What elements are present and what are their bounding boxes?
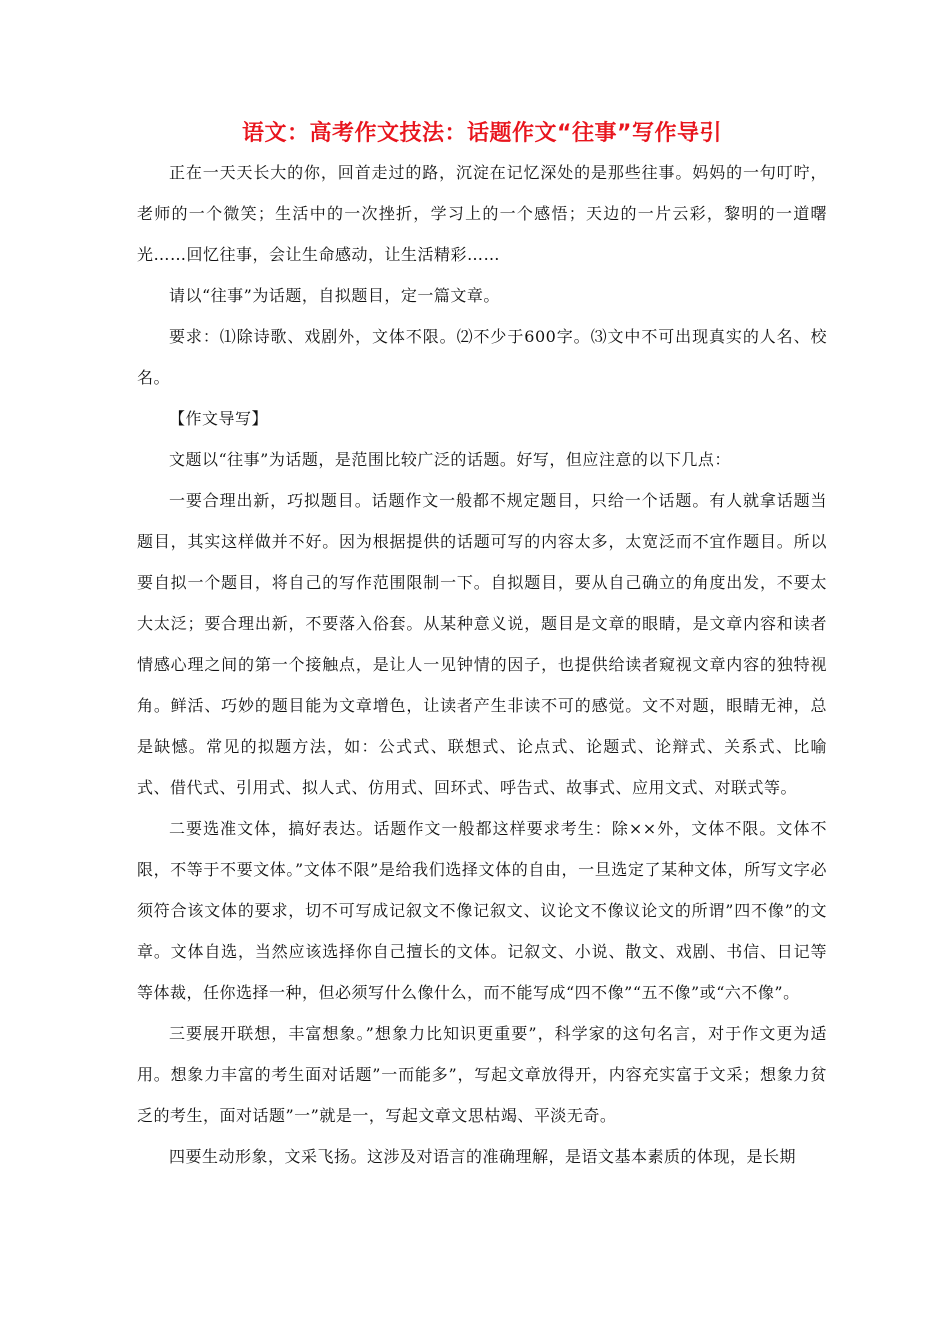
point-three-paragraph: 三要展开联想，丰富想象。”想象力比知识更重要”，科学家的这句名言，对于作文更为适用。想象力丰富的考生面对话题”一而能多”，写起文章放得开，内容充实富于文采；想象力贫乏的考生，面对话题”一”就是一，写起文章文思枯竭、平淡无奇。 [137, 1024, 827, 1125]
point-one-paragraph: 一要合理出新，巧拟题目。话题作文一般都不规定题目，只给一个话题。有人就拿话题当题目，其实这样做并不好。因为根据提供的话题可写的内容太多，太宽泛而不宜作题目。所以要自拟一个题目，将自己的写作范围限制一下。自拟题目，要从自己确立的角度出发，不要太大太泛；要合理出新，不要落入俗套。从某种意义说，题目是文章的眼睛，是文章内容和读者情感心理之间的第一个接触点，是让人一见钟情的因子，也提供给读者窥视文章内容的独特视角。鲜活、巧妙的题目能为文章增色，让读者产生非读不可的感觉。文不对题，眼睛无神，总是缺憾。常见的拟题方法，如：公式式、联想式、论点式、论题式、论辩式、关系式、比喻式、借代式、引用式、拟人式、仿用式、回环式、呼告式、故事式、应用文式、对联式等。 [137, 491, 827, 797]
section-heading: 【作文导写】 [169, 409, 269, 428]
requirements-paragraph: 要求：⑴除诗歌、戏剧外，文体不限。⑵不少于600字。⑶文中不可出现真实的人名、校名。 [137, 327, 827, 387]
document-page [137, 120, 827, 1177]
prompt-paragraph: 请以“往事”为话题，自拟题目，定一篇文章。 [169, 286, 500, 305]
point-two-paragraph: 二要选准文体，搞好表达。话题作文一般都这样要求考生：除××外，文体不限。文体不限，不等于不要文体。”文体不限”是给我们选择文体的自由，一旦选定了某种文体，所写文字必须符合该文体的要求，切不可写成记叙文不像记叙文、议论文不像议论文的所谓”四不像”的文章。文体自选，当然应该选择你自己擅长的文体。记叙文、小说、散文、戏剧、书信、日记等等体裁，任你选择一种，但必须写什么像什么，而不能写成“四不像”“五不像”或“六不像”。 [137, 819, 827, 1002]
overview-paragraph: 文题以“往事”为话题，是范围比较广泛的话题。好写，但应注意的以下几点： [169, 450, 731, 469]
document-title: 语文：高考作文技法：话题作文“往事”写作导引 [242, 121, 722, 146]
point-four-paragraph: 四要生动形象，文采飞扬。这涉及对语言的准确理解，是语文基本素质的体现，是长期 [169, 1147, 797, 1166]
intro-paragraph: 正在一天天长大的你，回首走过的路，沉淀在记忆深处的是那些往事。妈妈的一句叮咛，老师的一个微笑；生活中的一次挫折，学习上的一个感悟；天边的一片云彩，黎明的一道曙光……回忆往事，会让生命感动，让生活精彩…… [137, 163, 827, 264]
